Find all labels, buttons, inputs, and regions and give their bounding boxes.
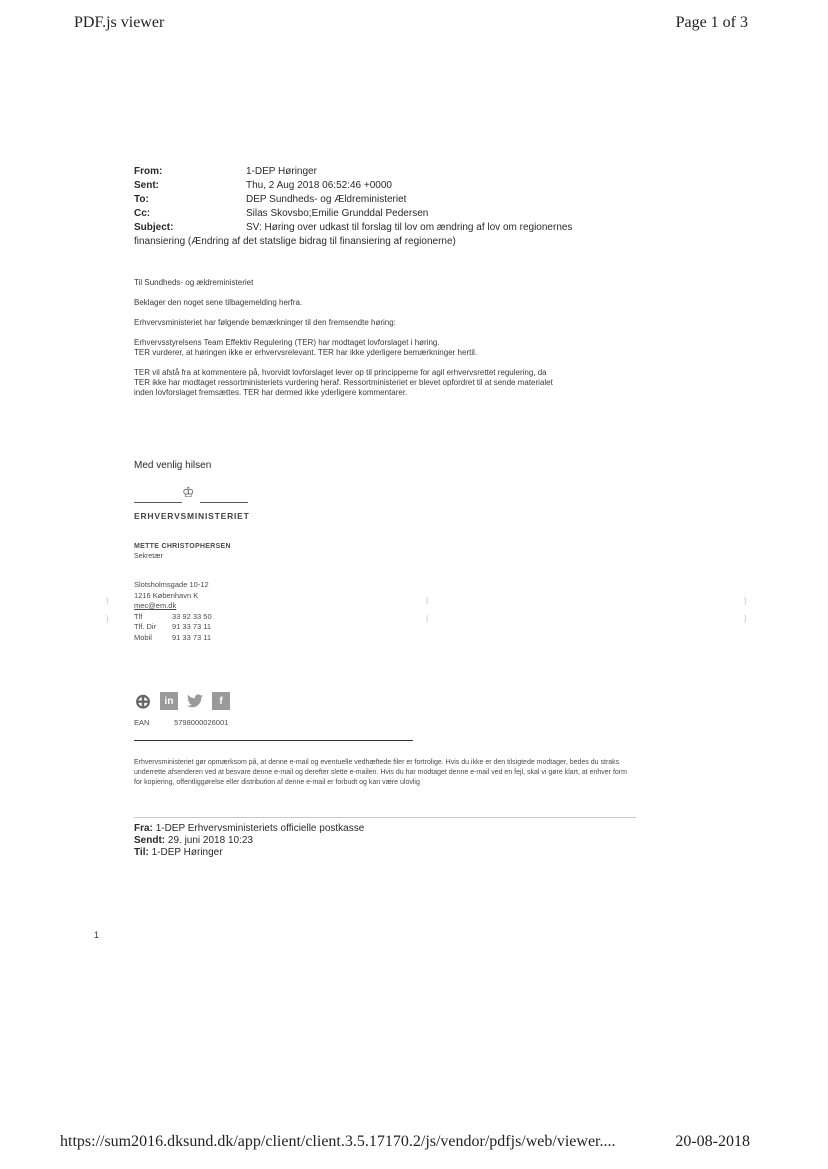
closing-greeting: Med venlig hilsen: [134, 460, 212, 471]
logo-line-left: [134, 502, 182, 503]
ean-row: [134, 718, 228, 727]
signature-divider: [134, 740, 413, 741]
to-label: To:: [134, 194, 149, 205]
address-line-2: 1216 København K: [134, 590, 199, 600]
sent-value: Thu, 2 Aug 2018 06:52:46 +0000: [246, 180, 392, 191]
body-ter-line-1: Erhvervsstyrelsens Team Effektiv Regulering (TER) har modtaget lovforslaget i høring.: [134, 338, 440, 347]
body-assessment-line-3: inden lovforslaget fremsættes. TER har dermed ikke yderligere kommentarer.: [134, 388, 408, 397]
ean-value: 5798000026001: [174, 718, 229, 727]
body-assessment-line-1: TER vil afstå fra at kommentere på, hvorvidt lovforslaget lever op til principperne for agil erhvervsrettet regulering, da: [134, 368, 547, 377]
forwarded-to-label: Til:: [134, 847, 149, 858]
forwarded-sent-row: [134, 835, 364, 847]
scan-speck: |: [426, 614, 429, 623]
scan-speck: ): [106, 596, 109, 605]
from-row: [134, 166, 614, 180]
address-line-1: Slotsholmsgade 10-12: [134, 580, 209, 589]
to-value: DEP Sundheds- og Ældreministeriet: [246, 194, 407, 205]
forwarded-header: [134, 823, 364, 859]
forward-divider: [134, 817, 636, 818]
cc-value: Silas Skovsbo;Emilie Grunddal Pedersen: [246, 208, 429, 219]
signature-name: METTE CHRISTOPHERSEN: [134, 543, 231, 550]
sent-row: [134, 180, 614, 194]
ean-label: EAN: [134, 718, 150, 727]
subject-row: [134, 222, 614, 236]
phone-row: [134, 612, 212, 623]
crown-icon: ♔: [182, 484, 195, 500]
confidentiality-disclaimer: Erhvervsministeriet gør opmærksom på, at denne e-mail og eventuelle vedhæftede filer er fortrolige. Hvis du ikke er den tilsigtede modtager, bedes du straks underrette afsenderen ved at besvare denne e-mail og derefter slette e-mailen. Hvis du har modtaget denne e-mail ved en fejl, skal vi gøre klart, at enhver form for kopiering, offentliggørelse eller distribution af denne e-mail er forbudt og kan være ulovlig: [134, 759, 627, 786]
direct-phone-row: [134, 622, 212, 633]
direct-phone-label: Tlf. Dir: [134, 622, 157, 631]
signature-role: Sekretær: [134, 553, 163, 560]
forwarded-sent-label: Sendt:: [134, 835, 166, 846]
contact-block: [134, 580, 212, 643]
scan-speck: ): [106, 614, 109, 623]
body-ter-line-2: TER vurderer, at høringen ikke er erhvervsrelevant. TER har ikke yderligere bemærkninger hertil.: [134, 348, 478, 357]
forwarded-from-value: 1-DEP Erhvervsministeriets officielle postkasse: [155, 823, 365, 834]
forwarded-from-label: Fra:: [134, 823, 153, 834]
body-ter-paragraph: [134, 338, 654, 358]
mobile-value: 91 33 73 11: [172, 632, 212, 642]
linkedin-icon[interactable]: in: [160, 692, 178, 710]
viewer-title: PDF.js viewer: [74, 14, 165, 31]
forwarded-to-value: 1-DEP Høringer: [151, 847, 223, 858]
ministry-name: ERHVERVSMINISTERIET: [134, 511, 250, 521]
scan-speck: ): [744, 614, 747, 623]
body-intro: Erhvervsministeriet har følgende bemærkninger til den fremsendte høring:: [134, 318, 396, 327]
subject-label: Subject:: [134, 222, 174, 233]
signature-block: [134, 542, 231, 562]
forwarded-to-row: [134, 847, 364, 859]
phone-label: Tlf: [134, 611, 143, 621]
body-assessment-line-2: TER ikke har modtaget ressortministeriets vurdering heraf. Ressortministeriet er blevet opfordret til at sende materialet: [134, 378, 553, 387]
facebook-icon[interactable]: f: [212, 692, 230, 710]
cc-row: [134, 208, 614, 222]
body-ter-assessment: [134, 368, 654, 398]
page-indicator: Page 1 of 3: [675, 14, 748, 31]
subject-continuation: finansiering (Ændring af det statslige bidrag til finansiering af regionerne): [134, 236, 456, 247]
subject-continuation-row: [134, 236, 614, 250]
subject-value: SV: Høring over udkast til forslag til lov om ændring af lov om regionernes: [246, 222, 573, 233]
from-value: 1-DEP Høringer: [246, 166, 317, 177]
twitter-icon[interactable]: [186, 692, 204, 710]
to-row: [134, 194, 614, 208]
mobile-row: [134, 633, 212, 644]
page-number: 1: [94, 930, 100, 940]
email-body: [134, 278, 654, 408]
mobile-label: Mobil: [134, 632, 152, 642]
phone-value: 33 92 33 50: [172, 611, 212, 621]
ministry-logo: [134, 484, 249, 524]
footer-url: https://sum2016.dksund.dk/app/client/client.3.5.17170.2/js/vendor/pdfjs/web/viewer....: [60, 1133, 616, 1150]
direct-phone-value: 91 33 73 11: [172, 622, 212, 631]
email-link[interactable]: mec@em.dk: [134, 601, 177, 610]
forwarded-sent-value: 29. juni 2018 10:23: [167, 835, 253, 846]
globe-icon[interactable]: ⊕: [134, 690, 152, 713]
cc-label: Cc:: [134, 208, 151, 219]
from-label: From:: [134, 166, 163, 177]
forwarded-from-row: [134, 823, 364, 835]
social-links: [134, 690, 230, 713]
body-salutation: Til Sundheds- og ældreministeriet: [134, 278, 254, 287]
email-header: [134, 166, 614, 250]
scan-speck: |: [426, 596, 429, 605]
body-apology: Beklager den noget sene tilbagemelding herfra.: [134, 298, 303, 307]
scan-speck: ): [744, 596, 747, 605]
sent-label: Sent:: [134, 180, 159, 191]
logo-line-right: [200, 502, 248, 503]
footer-date: 20-08-2018: [675, 1133, 750, 1150]
